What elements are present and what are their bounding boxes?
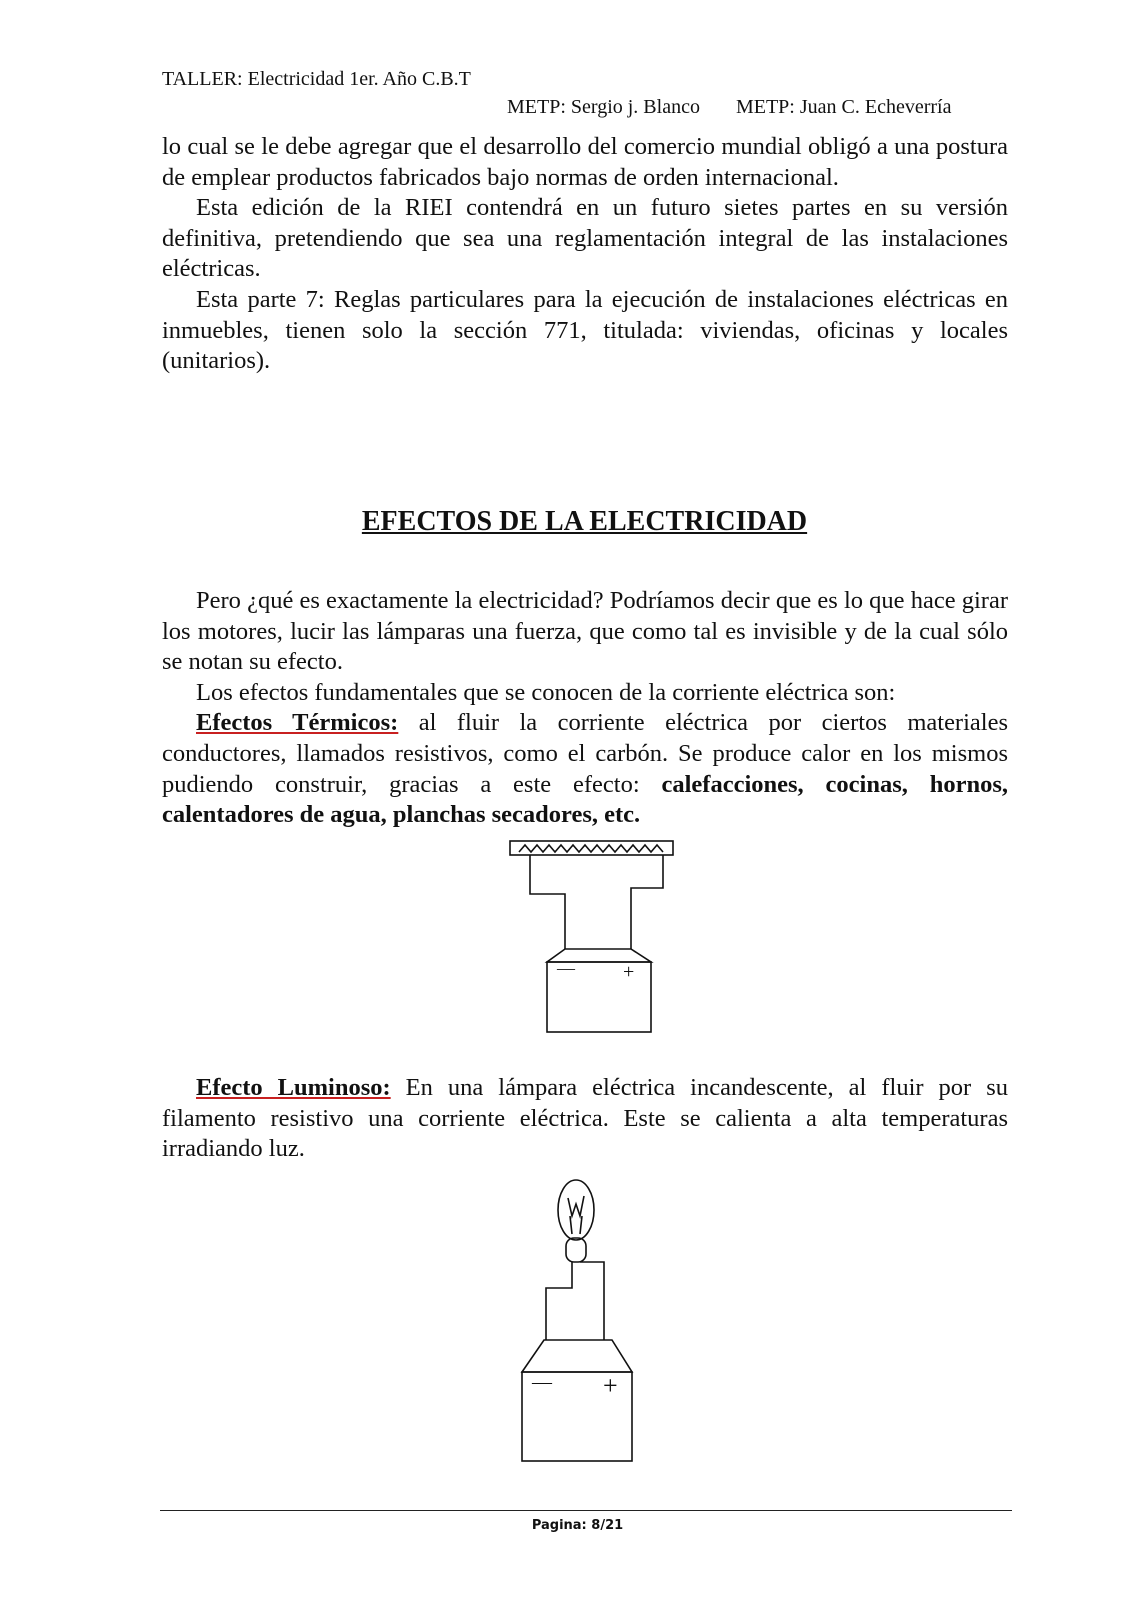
header-author-2: METP: Juan C. Echeverría bbox=[735, 96, 952, 118]
battery-minus-sign: — bbox=[532, 1371, 552, 1393]
thermal-text: al fluir la corriente eléctrica por ciertos materiales conductores, llamados resistivos, como el carbón. Se produce calor en los mismos pudiendo construir, gracias a este efecto: bbox=[162, 709, 1008, 798]
thermal-paragraph bbox=[162, 708, 1008, 830]
thermal-examples: calefacciones, cocinas, hornos, calentadores de agua, planchas secadores, etc. bbox=[162, 770, 1008, 829]
lamp-wire-left bbox=[546, 1262, 572, 1340]
light-text bbox=[162, 1073, 1008, 1165]
intro-text bbox=[162, 132, 1008, 377]
intro-paragraph-3: Esta parte 7: Reglas particulares para la ejecución de instalaciones eléctricas en inmuebles, tienen solo la sección 771, titulada: viviendas, oficinas y locales (unitarios). bbox=[162, 285, 1008, 375]
heating-coil bbox=[519, 845, 663, 852]
battery-plus-sign: + bbox=[623, 961, 635, 983]
section-text bbox=[162, 586, 1008, 831]
lamp-wire-right bbox=[580, 1262, 604, 1340]
lamp-filament bbox=[568, 1196, 584, 1234]
light-description: En una lámpara eléctrica incandescente, al fluir por su filamento resistivo una corriente eléctrica. Este se calienta a alta temperaturas irradiando luz. bbox=[162, 1074, 1008, 1163]
footer-divider bbox=[160, 1510, 1012, 1511]
header-authors bbox=[507, 95, 951, 119]
page-number: Pagina: 8/21 bbox=[531, 1518, 624, 1533]
intro-paragraph-1: lo cual se le debe agregar que el desarrollo del comercio mundial obligó a una postura de emplear productos fabricados bajo normas de orden internacional. bbox=[162, 133, 1008, 191]
section-paragraph-1: Pero ¿qué es exactamente la electricidad? Podríamos decir que es lo que hace girar los motores, lucir las lámparas una fuerza, que como tal es invisible y de la cual sólo se notan su efecto. bbox=[162, 587, 1008, 676]
lamp-bulb bbox=[558, 1180, 594, 1240]
battery-plus-sign: + bbox=[603, 1371, 618, 1400]
intro-paragraph-2: Esta edición de la RIEI contendrá en un futuro sietes partes en su versión definitiva, pretendiendo que sea una reglamentación integral de las instalaciones eléctricas. bbox=[162, 194, 1008, 283]
section-paragraph-2: Los efectos fundamentales que se conocen de la corriente eléctrica son: bbox=[196, 678, 896, 706]
lamp-base bbox=[566, 1238, 586, 1262]
heater-wire-left bbox=[530, 855, 565, 949]
thermal-label: Efectos Térmicos: bbox=[196, 709, 399, 737]
header-author-1: METP: Sergio j. Blanco bbox=[507, 96, 700, 118]
light-label: Efecto Luminoso: bbox=[196, 1074, 391, 1101]
light-paragraph bbox=[162, 1073, 1008, 1165]
light-effect-diagram bbox=[510, 1176, 680, 1466]
battery-top bbox=[522, 1340, 632, 1372]
section-title: EFECTOS DE LA ELECTRICIDAD bbox=[361, 506, 808, 537]
heater-wire-right bbox=[631, 855, 663, 949]
battery-minus-sign: — bbox=[557, 958, 575, 978]
thermal-effect-diagram bbox=[505, 838, 705, 1038]
header-course: TALLER: Electricidad 1er. Año C.B.T bbox=[162, 68, 471, 90]
